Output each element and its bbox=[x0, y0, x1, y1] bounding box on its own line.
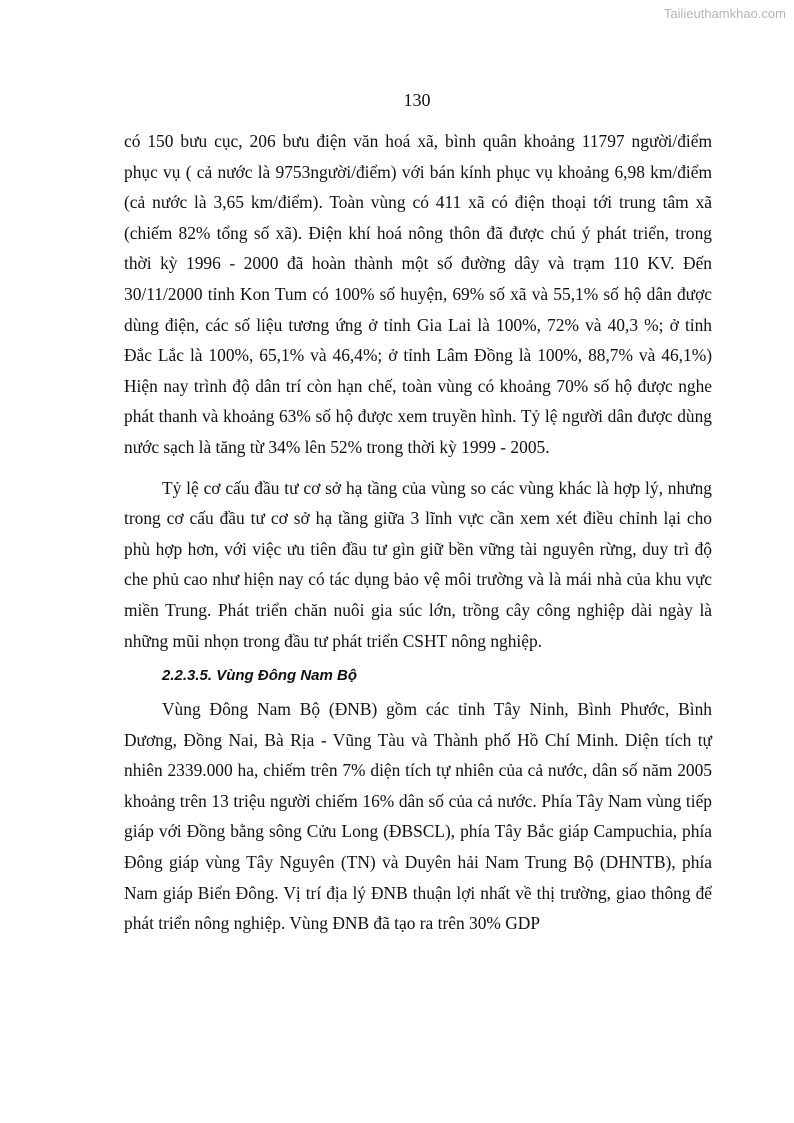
paragraph-infrastructure: có 150 bưu cục, 206 bưu điện văn hoá xã, bình quân khoảng 11797 người/điểm phục vụ ( cả nước là 9753người/điểm) với bán kính phục vụ khoảng 6,98 km/điểm (cả nước là 3,65 km/điểm). Toàn vùng có 411 xã có điện thoại tới trung tâm xã (chiếm 82% tổng số xã). Điện khí hoá nông thôn đã được chú ý phát triển, trong thời kỳ 1996 - 2000 đã hoàn thành một số đường dây và trạm 110 KV. Đến 30/11/2000 tỉnh Kon Tum có 100% số huyện, 69% số xã và 55,1% số hộ dân được dùng điện, các số liệu tương ứng ở tỉnh Gia Lai là 100%, 72% và 40,3 %; ở tỉnh Đắc Lắc là 100%, 65,1% và 46,4%; ở tỉnh Lâm Đồng là 100%, 88,7% và 46,1%) Hiện nay trình độ dân trí còn hạn chế, toàn vùng có khoảng 70% số hộ được nghe phát thanh và khoảng 63% số hộ được xem truyền hình. Tỷ lệ người dân được dùng nước sạch là tăng từ 34% lên 52% trong thời kỳ 1999 - 2005. bbox=[124, 131, 712, 457]
watermark: Tailieuthamkhao.com bbox=[663, 6, 786, 21]
paragraph-investment-structure: Tỷ lệ cơ cấu đầu tư cơ sở hạ tầng của vùng so các vùng khác là hợp lý, nhưng trong cơ cấu đầu tư cơ sở hạ tầng giữa 3 lĩnh vực cần xem xét điều chỉnh lại cho phù hợp hơn, với việc ưu tiên đầu tư gìn giữ bền vững tài nguyên rừng, duy trì độ che phủ cao như hiện nay có tác dụng bảo vệ môi trường và là mái nhà của khu vực miền Trung. Phát triển chăn nuôi gia súc lớn, trồng cây công nghiệp dài ngày là những mũi nhọn trong đầu tư phát triển CSHT nông nghiệp. bbox=[124, 477, 712, 651]
section-heading: 2.2.3.5. Vùng Đông Nam Bộ bbox=[162, 667, 358, 685]
page-number: 130 bbox=[403, 90, 431, 110]
document-body bbox=[124, 126, 712, 939]
paragraph-southeast-region: Vùng Đông Nam Bộ (ĐNB) gồm các tỉnh Tây Ninh, Bình Phước, Bình Dương, Đồng Nai, Bà Rịa - Vũng Tàu và Thành phố Hồ Chí Minh. Diện tích tự nhiên 2339.000 ha, chiếm trên 7% diện tích tự nhiên của cả nước, dân số năm 2005 khoảng trên 13 triệu người chiếm 16% dân số của cả nước. Phía Tây Nam vùng tiếp giáp với Đồng bằng sông Cửu Long (ĐBSCL), phía Tây Bắc giáp Campuchia, phía Đông giáp vùng Tây Nguyên (TN) và Duyên hải Nam Trung Bộ (DHNTB), phía Nam giáp Biển Đông. Vị trí địa lý ĐNB thuận lợi nhất về thị trường, giao thông để phát triển nông nghiệp. Vùng ĐNB đã tạo ra trên 30% GDP bbox=[124, 699, 712, 934]
